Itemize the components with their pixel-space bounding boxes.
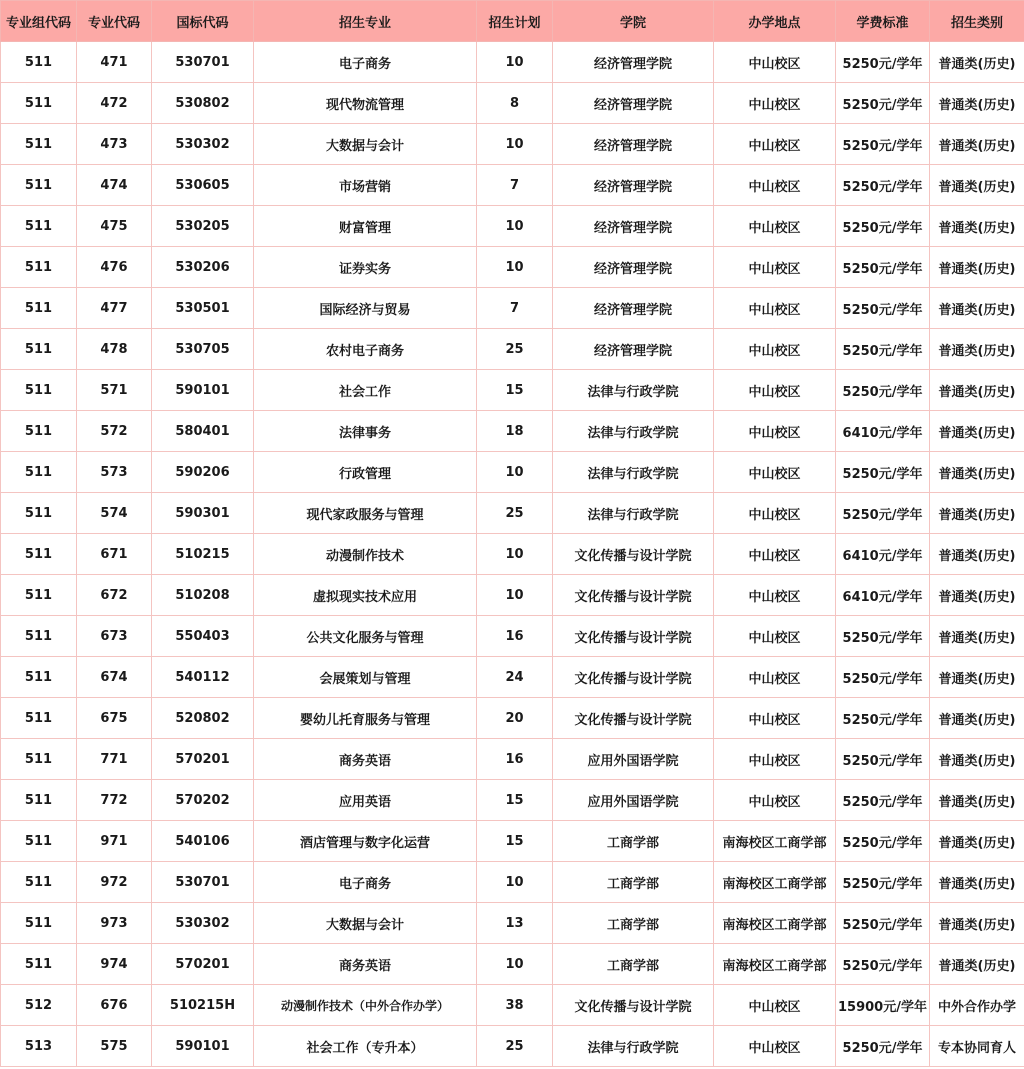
table-row [1,985,1024,1026]
cell-major-name: 行政管理 [254,452,477,493]
cell-tuition: 5250元/学年 [836,903,930,944]
cell-college: 法律与行政学院 [553,493,714,534]
header-plan: 招生计划 [477,1,553,42]
table-row [1,739,1024,780]
cell-major-name: 现代物流管理 [254,83,477,124]
cell-campus: 中山校区 [714,452,836,493]
table-row [1,780,1024,821]
cell-plan: 25 [477,493,553,534]
cell-major-code: 971 [77,821,152,862]
table-row [1,616,1024,657]
cell-tuition: 6410元/学年 [836,534,930,575]
cell-major-code: 471 [77,42,152,83]
cell-category: 专本协同育人 [930,1026,1024,1067]
cell-tuition: 5250元/学年 [836,370,930,411]
cell-group-code: 511 [1,329,77,370]
cell-campus: 中山校区 [714,370,836,411]
cell-major-code: 477 [77,288,152,329]
cell-campus: 南海校区工商学部 [714,944,836,985]
cell-tuition: 6410元/学年 [836,575,930,616]
cell-major-code: 772 [77,780,152,821]
cell-college: 经济管理学院 [553,206,714,247]
cell-college: 工商学部 [553,821,714,862]
cell-campus: 中山校区 [714,739,836,780]
cell-category: 普通类(历史) [930,944,1024,985]
header-major-name: 招生专业 [254,1,477,42]
table-row [1,575,1024,616]
cell-college: 法律与行政学院 [553,1026,714,1067]
table-row [1,944,1024,985]
cell-category: 普通类(历史) [930,452,1024,493]
cell-major-code: 675 [77,698,152,739]
cell-plan: 10 [477,206,553,247]
cell-college: 经济管理学院 [553,124,714,165]
cell-campus: 中山校区 [714,780,836,821]
cell-category: 普通类(历史) [930,903,1024,944]
cell-group-code: 511 [1,903,77,944]
cell-college: 经济管理学院 [553,329,714,370]
cell-college: 文化传播与设计学院 [553,698,714,739]
header-tuition: 学费标准 [836,1,930,42]
cell-plan: 16 [477,739,553,780]
cell-plan: 10 [477,452,553,493]
cell-group-code: 511 [1,247,77,288]
cell-plan: 20 [477,698,553,739]
cell-major-code: 771 [77,739,152,780]
cell-major-name: 公共文化服务与管理 [254,616,477,657]
cell-campus: 中山校区 [714,657,836,698]
cell-major-code: 972 [77,862,152,903]
cell-plan: 10 [477,862,553,903]
cell-group-code: 511 [1,944,77,985]
cell-plan: 7 [477,288,553,329]
cell-major-name: 动漫制作技术 [254,534,477,575]
table-body [1,42,1024,1067]
cell-plan: 15 [477,370,553,411]
cell-national-code: 570201 [152,739,254,780]
cell-plan: 7 [477,165,553,206]
header-major-code: 专业代码 [77,1,152,42]
cell-group-code: 512 [1,985,77,1026]
cell-college: 经济管理学院 [553,288,714,329]
cell-tuition: 5250元/学年 [836,83,930,124]
cell-major-code: 474 [77,165,152,206]
cell-campus: 中山校区 [714,247,836,288]
cell-plan: 10 [477,42,553,83]
cell-major-name: 国际经济与贸易 [254,288,477,329]
cell-national-code: 530302 [152,903,254,944]
cell-national-code: 530802 [152,83,254,124]
cell-tuition: 5250元/学年 [836,698,930,739]
cell-major-name: 电子商务 [254,42,477,83]
cell-plan: 10 [477,124,553,165]
cell-major-code: 473 [77,124,152,165]
cell-category: 普通类(历史) [930,821,1024,862]
cell-national-code: 530705 [152,329,254,370]
cell-college: 经济管理学院 [553,42,714,83]
cell-category: 普通类(历史) [930,616,1024,657]
cell-group-code: 511 [1,83,77,124]
cell-major-name: 农村电子商务 [254,329,477,370]
table-row [1,83,1024,124]
cell-campus: 南海校区工商学部 [714,862,836,903]
cell-national-code: 530501 [152,288,254,329]
cell-national-code: 590301 [152,493,254,534]
cell-college: 工商学部 [553,944,714,985]
cell-category: 普通类(历史) [930,42,1024,83]
cell-group-code: 511 [1,206,77,247]
cell-major-code: 676 [77,985,152,1026]
header-category: 招生类别 [930,1,1024,42]
cell-tuition: 5250元/学年 [836,862,930,903]
cell-tuition: 5250元/学年 [836,1026,930,1067]
cell-tuition: 5250元/学年 [836,739,930,780]
cell-major-code: 575 [77,1026,152,1067]
cell-national-code: 570202 [152,780,254,821]
cell-group-code: 511 [1,821,77,862]
cell-major-name: 社会工作（专升本） [254,1026,477,1067]
cell-plan: 16 [477,616,553,657]
cell-major-name: 大数据与会计 [254,124,477,165]
cell-category: 普通类(历史) [930,534,1024,575]
cell-major-name: 证券实务 [254,247,477,288]
cell-campus: 中山校区 [714,493,836,534]
table-row [1,329,1024,370]
header-national-code: 国标代码 [152,1,254,42]
header-row [1,1,1024,42]
cell-major-name: 法律事务 [254,411,477,452]
cell-group-code: 511 [1,288,77,329]
cell-national-code: 590101 [152,1026,254,1067]
cell-category: 普通类(历史) [930,165,1024,206]
cell-major-code: 476 [77,247,152,288]
cell-national-code: 530205 [152,206,254,247]
cell-national-code: 530701 [152,42,254,83]
cell-plan: 25 [477,1026,553,1067]
cell-national-code: 540112 [152,657,254,698]
cell-college: 应用外国语学院 [553,780,714,821]
cell-tuition: 5250元/学年 [836,780,930,821]
header-campus: 办学地点 [714,1,836,42]
cell-national-code: 520802 [152,698,254,739]
cell-tuition: 5250元/学年 [836,165,930,206]
table-row [1,862,1024,903]
cell-major-code: 571 [77,370,152,411]
cell-major-code: 478 [77,329,152,370]
cell-category: 普通类(历史) [930,124,1024,165]
cell-college: 法律与行政学院 [553,411,714,452]
cell-group-code: 511 [1,165,77,206]
cell-campus: 中山校区 [714,411,836,452]
cell-major-code: 573 [77,452,152,493]
cell-category: 中外合作办学 [930,985,1024,1026]
table-row [1,452,1024,493]
cell-plan: 10 [477,534,553,575]
table-row [1,247,1024,288]
cell-tuition: 5250元/学年 [836,42,930,83]
cell-group-code: 511 [1,42,77,83]
cell-campus: 中山校区 [714,575,836,616]
cell-national-code: 510208 [152,575,254,616]
table-row [1,903,1024,944]
cell-plan: 10 [477,575,553,616]
cell-tuition: 5250元/学年 [836,657,930,698]
cell-tuition: 5250元/学年 [836,821,930,862]
cell-group-code: 511 [1,739,77,780]
cell-national-code: 510215H [152,985,254,1026]
cell-national-code: 510215 [152,534,254,575]
cell-category: 普通类(历史) [930,247,1024,288]
cell-category: 普通类(历史) [930,493,1024,534]
cell-major-name: 商务英语 [254,944,477,985]
cell-tuition: 5250元/学年 [836,247,930,288]
cell-group-code: 511 [1,616,77,657]
cell-campus: 中山校区 [714,534,836,575]
cell-campus: 中山校区 [714,288,836,329]
cell-category: 普通类(历史) [930,780,1024,821]
table-row [1,821,1024,862]
cell-national-code: 570201 [152,944,254,985]
cell-plan: 24 [477,657,553,698]
cell-college: 工商学部 [553,903,714,944]
cell-campus: 南海校区工商学部 [714,903,836,944]
cell-major-name: 大数据与会计 [254,903,477,944]
cell-tuition: 5250元/学年 [836,288,930,329]
cell-major-name: 商务英语 [254,739,477,780]
cell-college: 法律与行政学院 [553,370,714,411]
cell-major-name: 市场营销 [254,165,477,206]
cell-college: 文化传播与设计学院 [553,657,714,698]
table-row [1,206,1024,247]
cell-tuition: 5250元/学年 [836,944,930,985]
cell-campus: 中山校区 [714,42,836,83]
cell-campus: 中山校区 [714,616,836,657]
cell-plan: 18 [477,411,553,452]
cell-group-code: 511 [1,575,77,616]
cell-category: 普通类(历史) [930,657,1024,698]
cell-major-name: 动漫制作技术（中外合作办学） [254,985,477,1026]
cell-tuition: 15900元/学年 [836,985,930,1026]
cell-plan: 38 [477,985,553,1026]
cell-college: 法律与行政学院 [553,452,714,493]
cell-national-code: 590101 [152,370,254,411]
cell-plan: 15 [477,821,553,862]
table-header [1,1,1024,42]
cell-major-name: 现代家政服务与管理 [254,493,477,534]
cell-major-name: 虚拟现实技术应用 [254,575,477,616]
cell-category: 普通类(历史) [930,575,1024,616]
cell-campus: 中山校区 [714,206,836,247]
cell-group-code: 511 [1,780,77,821]
cell-group-code: 511 [1,411,77,452]
cell-group-code: 511 [1,698,77,739]
cell-category: 普通类(历史) [930,206,1024,247]
cell-major-code: 572 [77,411,152,452]
cell-college: 文化传播与设计学院 [553,575,714,616]
cell-group-code: 511 [1,370,77,411]
cell-college: 经济管理学院 [553,247,714,288]
cell-college: 应用外国语学院 [553,739,714,780]
cell-category: 普通类(历史) [930,739,1024,780]
cell-major-name: 电子商务 [254,862,477,903]
cell-tuition: 5250元/学年 [836,206,930,247]
cell-national-code: 530206 [152,247,254,288]
cell-major-name: 社会工作 [254,370,477,411]
cell-category: 普通类(历史) [930,83,1024,124]
cell-campus: 中山校区 [714,1026,836,1067]
cell-major-name: 婴幼儿托育服务与管理 [254,698,477,739]
cell-plan: 8 [477,83,553,124]
cell-major-code: 673 [77,616,152,657]
cell-campus: 中山校区 [714,985,836,1026]
cell-category: 普通类(历史) [930,698,1024,739]
cell-campus: 中山校区 [714,165,836,206]
cell-major-name: 酒店管理与数字化运营 [254,821,477,862]
cell-tuition: 5250元/学年 [836,493,930,534]
cell-group-code: 511 [1,452,77,493]
cell-college: 工商学部 [553,862,714,903]
cell-category: 普通类(历史) [930,288,1024,329]
table-row [1,42,1024,83]
cell-group-code: 511 [1,124,77,165]
cell-national-code: 530701 [152,862,254,903]
cell-tuition: 6410元/学年 [836,411,930,452]
cell-major-name: 应用英语 [254,780,477,821]
cell-category: 普通类(历史) [930,411,1024,452]
cell-category: 普通类(历史) [930,329,1024,370]
cell-category: 普通类(历史) [930,862,1024,903]
table-row [1,534,1024,575]
cell-group-code: 511 [1,534,77,575]
cell-major-code: 475 [77,206,152,247]
cell-category: 普通类(历史) [930,370,1024,411]
cell-plan: 15 [477,780,553,821]
cell-plan: 10 [477,944,553,985]
cell-group-code: 511 [1,493,77,534]
cell-major-code: 574 [77,493,152,534]
cell-national-code: 530605 [152,165,254,206]
cell-major-code: 472 [77,83,152,124]
table-row [1,1026,1024,1067]
cell-plan: 25 [477,329,553,370]
cell-major-name: 会展策划与管理 [254,657,477,698]
table-row [1,370,1024,411]
cell-college: 文化传播与设计学院 [553,616,714,657]
cell-tuition: 5250元/学年 [836,124,930,165]
cell-college: 文化传播与设计学院 [553,534,714,575]
cell-major-code: 672 [77,575,152,616]
cell-plan: 10 [477,247,553,288]
table-row [1,165,1024,206]
cell-campus: 南海校区工商学部 [714,821,836,862]
cell-major-code: 974 [77,944,152,985]
header-college: 学院 [553,1,714,42]
cell-national-code: 530302 [152,124,254,165]
cell-tuition: 5250元/学年 [836,452,930,493]
table-row [1,411,1024,452]
table-row [1,493,1024,534]
cell-group-code: 511 [1,657,77,698]
cell-plan: 13 [477,903,553,944]
cell-group-code: 511 [1,862,77,903]
cell-campus: 中山校区 [714,124,836,165]
cell-college: 经济管理学院 [553,165,714,206]
cell-major-code: 674 [77,657,152,698]
cell-campus: 中山校区 [714,698,836,739]
cell-campus: 中山校区 [714,329,836,370]
cell-major-code: 973 [77,903,152,944]
table-row [1,698,1024,739]
cell-national-code: 540106 [152,821,254,862]
table-row [1,288,1024,329]
cell-campus: 中山校区 [714,83,836,124]
cell-major-name: 财富管理 [254,206,477,247]
cell-national-code: 550403 [152,616,254,657]
cell-national-code: 590206 [152,452,254,493]
header-group-code: 专业组代码 [1,1,77,42]
cell-group-code: 513 [1,1026,77,1067]
cell-national-code: 580401 [152,411,254,452]
cell-college: 经济管理学院 [553,83,714,124]
table-row [1,657,1024,698]
cell-tuition: 5250元/学年 [836,616,930,657]
cell-major-code: 671 [77,534,152,575]
cell-college: 文化传播与设计学院 [553,985,714,1026]
cell-tuition: 5250元/学年 [836,329,930,370]
table-row [1,124,1024,165]
